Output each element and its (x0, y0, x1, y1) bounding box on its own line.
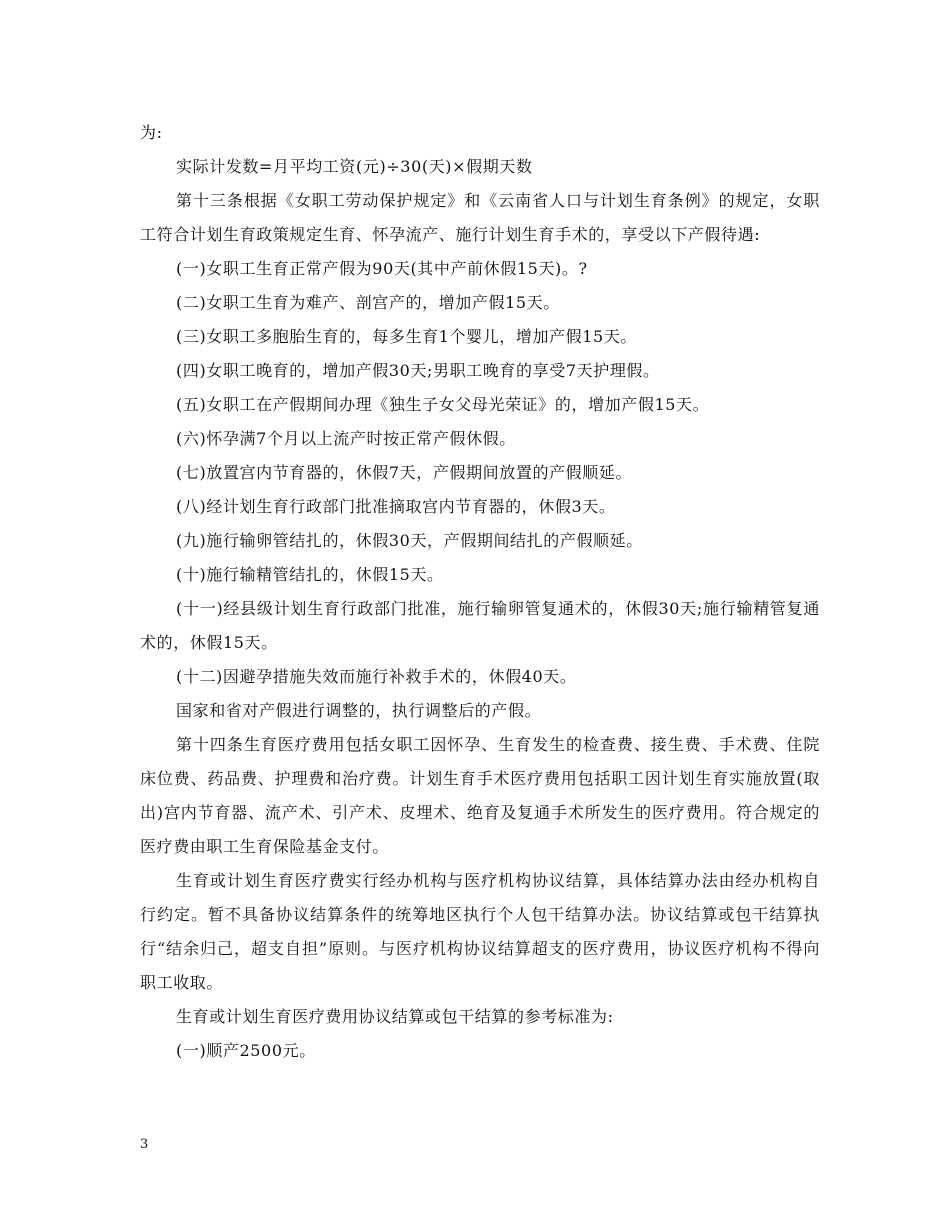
body-text (140, 116, 820, 1068)
paragraph: (七)放置宫内节育器的，休假7天，产假期间放置的产假顺延。 (176, 463, 633, 482)
page-number: 3 (140, 1137, 149, 1152)
paragraph: (一)顺产2500元。 (176, 1041, 316, 1060)
paragraph: 第十三条根据《女职工劳动保护规定》和《云南省人口与计划生育条例》的规定，女职工符合计划生育政策规定生育、怀孕流产、施行计划生育手术的，享受以下产假待遇: (140, 191, 820, 244)
paragraph: 生育或计划生育医疗费用协议结算或包干结算的参考标准为: (176, 1007, 614, 1026)
paragraph: (十二)因避孕措施失效而施行补救手术的，休假40天。 (176, 667, 577, 686)
paragraph: (十一)经县级计划生育行政部门批准，施行输卵管复通术的，休假30天;施行输精管复通术的，休假15天。 (140, 599, 820, 652)
paragraph: (一)女职工生育正常产假为90天(其中产前休假15天)。? (176, 259, 588, 278)
paragraph: (五)女职工在产假期间办理《独生子女父母光荣证》的，增加产假15天。 (176, 395, 710, 414)
paragraph: (八)经计划生育行政部门批准摘取宫内节育器的，休假3天。 (176, 497, 616, 516)
paragraph: 国家和省对产假进行调整的，执行调整后的产假。 (176, 701, 542, 720)
paragraph: (九)施行输卵管结扎的，休假30天，产假期间结扎的产假顺延。 (176, 531, 643, 550)
paragraph: 第十四条生育医疗费用包括女职工因怀孕、生育发生的检查费、接生费、手术费、住院床位费、药品费、护理费和治疗费。计划生育手术医疗费用包括职工因计划生育实施放置(取出)宫内节育器、流产术、引产术、皮埋术、绝育及复通手术所发生的医疗费用。符合规定的医疗费由职工生育保险基金支付。 (140, 735, 820, 856)
paragraph: (六)怀孕满7个月以上流产时按正常产假休假。 (176, 429, 516, 448)
paragraph: (四)女职工晚育的，增加产假30天;男职工晚育的享受7天护理假。 (176, 361, 660, 380)
paragraph: (三)女职工多胞胎生育的，每多生育1个婴儿，增加产假15天。 (176, 327, 638, 346)
paragraph: (二)女职工生育为难产、剖宫产的，增加产假15天。 (176, 293, 560, 312)
paragraph: 生育或计划生育医疗费实行经办机构与医疗机构协议结算，具体结算办法由经办机构自行约定。暂不具备协议结算条件的统筹地区执行个人包干结算办法。协议结算或包干结算执行“结余归己，超支自担”原则。与医疗机构协议结算超支的医疗费用，协议医疗机构不得向职工收取。 (140, 871, 820, 992)
paragraph: 实际计发数=月平均工资(元)÷30(天)×假期天数 (176, 157, 533, 176)
paragraph: 为: (140, 123, 163, 142)
paragraph: (十)施行输精管结扎的，休假15天。 (176, 565, 444, 584)
